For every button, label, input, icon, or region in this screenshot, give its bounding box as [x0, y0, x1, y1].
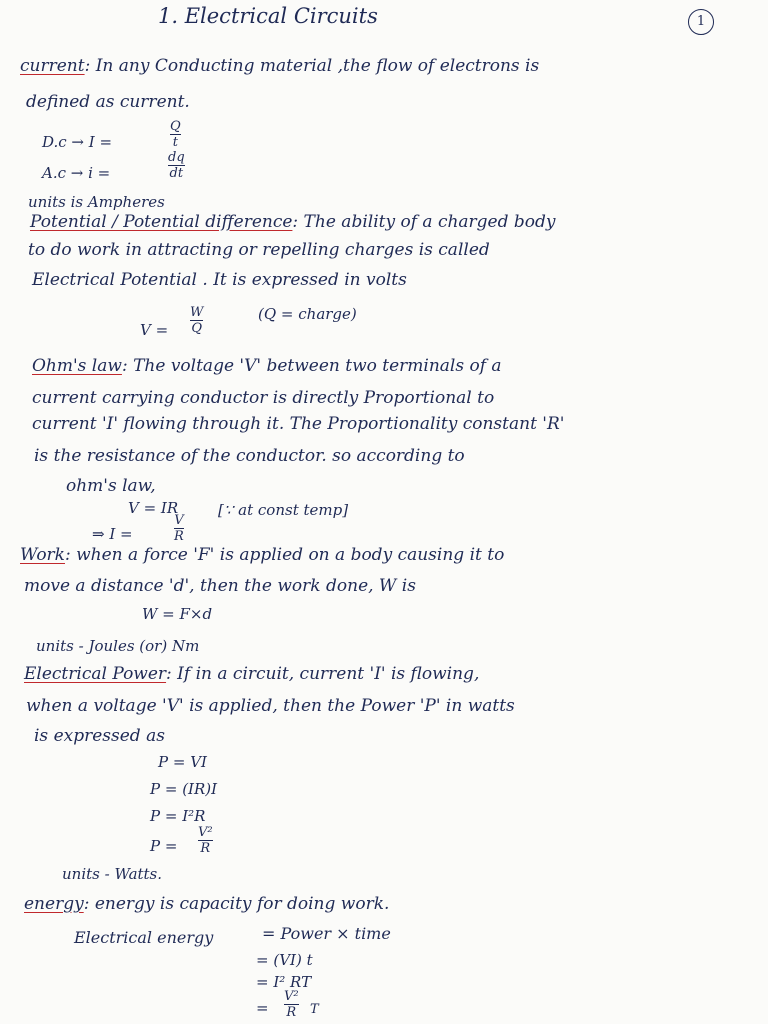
current-definition-line2: defined as current. [26, 92, 190, 112]
energy-eq3-tail: T [310, 1002, 319, 1017]
ohms-law-eq2-lhs: ⇒ I = [92, 525, 133, 543]
work-term: Work [20, 545, 65, 565]
dc-fraction: Q t [170, 119, 181, 150]
current-definition-line1: current: In any Conducting material ,the flow of electrons is [20, 56, 540, 76]
page-title: 1. Electrical Circuits [158, 4, 378, 28]
energy-eq2: = I² RT [256, 973, 312, 991]
energy-line2-lhs: Electrical energy [74, 928, 214, 947]
potential-definition-line2: to do work in attracting or repelling charges is called [28, 240, 490, 260]
work-line2: move a distance 'd', then the work done, W is [24, 576, 416, 596]
work-units: units - Joules (or) Nm [36, 637, 200, 655]
voltage-formula-lhs: V = [140, 321, 169, 339]
power-eq4-lhs: P = [150, 837, 178, 855]
current-units: units is Ampheres [28, 193, 165, 211]
energy-line1: energy: energy is capacity for doing work. [24, 894, 390, 914]
power-eq2: P = (IR)I [150, 780, 218, 798]
charge-note: (Q = charge) [258, 305, 357, 323]
power-line3: is expressed as [34, 726, 165, 746]
energy-eq3-fraction: V² R [284, 989, 299, 1020]
ohms-law-line3: current 'I' flowing through it. The Proportionality constant 'R' [32, 414, 565, 434]
work-equation: W = F×d [142, 605, 213, 623]
ohms-law-condition: [∵ at const temp] [218, 501, 349, 519]
energy-eq3-lhs: = [256, 999, 269, 1017]
ohms-law-term: Ohm's law [32, 356, 122, 376]
power-term: Electrical Power [24, 664, 167, 684]
ac-fraction: dq dt [168, 150, 185, 181]
power-line2: when a voltage 'V' is applied, then the Power 'P' in watts [26, 696, 515, 716]
potential-definition-line1: Potential / Potential difference: The ability of a charged body [30, 212, 556, 232]
work-line1: Work: when a force 'F' is applied on a body causing it to [20, 545, 505, 565]
power-eq3: P = I²R [150, 807, 206, 825]
voltage-fraction: W Q [190, 305, 204, 336]
energy-term: energy [24, 894, 84, 914]
ohms-law-line5: ohm's law, [66, 476, 156, 496]
current-term: current [20, 56, 85, 76]
power-units: units - Watts. [62, 865, 163, 883]
energy-eq1: = (VI) t [256, 951, 313, 969]
power-eq4-fraction: V² R [198, 825, 213, 856]
potential-definition-line3: Electrical Potential . It is expressed in volts [32, 270, 407, 290]
ohms-law-eq1: V = IR [128, 499, 179, 517]
ohms-law-line4: is the resistance of the conductor. so according to [34, 446, 465, 466]
ohms-law-line1: Ohm's law: The voltage 'V' between two terminals of a [32, 356, 502, 376]
dc-formula-label: D.c → I = [42, 133, 113, 151]
energy-line2-rhs: = Power × time [262, 924, 391, 943]
power-eq1: P = VI [158, 753, 207, 771]
potential-term: Potential / Potential difference [30, 212, 293, 232]
ohms-law-fraction: V R [174, 513, 184, 544]
page-number: 1 [688, 9, 714, 35]
ac-formula-label: A.c → i = [42, 164, 111, 182]
power-line1: Electrical Power: If in a circuit, current 'I' is flowing, [24, 664, 480, 684]
ohms-law-line2: current carrying conductor is directly Proportional to [32, 388, 495, 408]
